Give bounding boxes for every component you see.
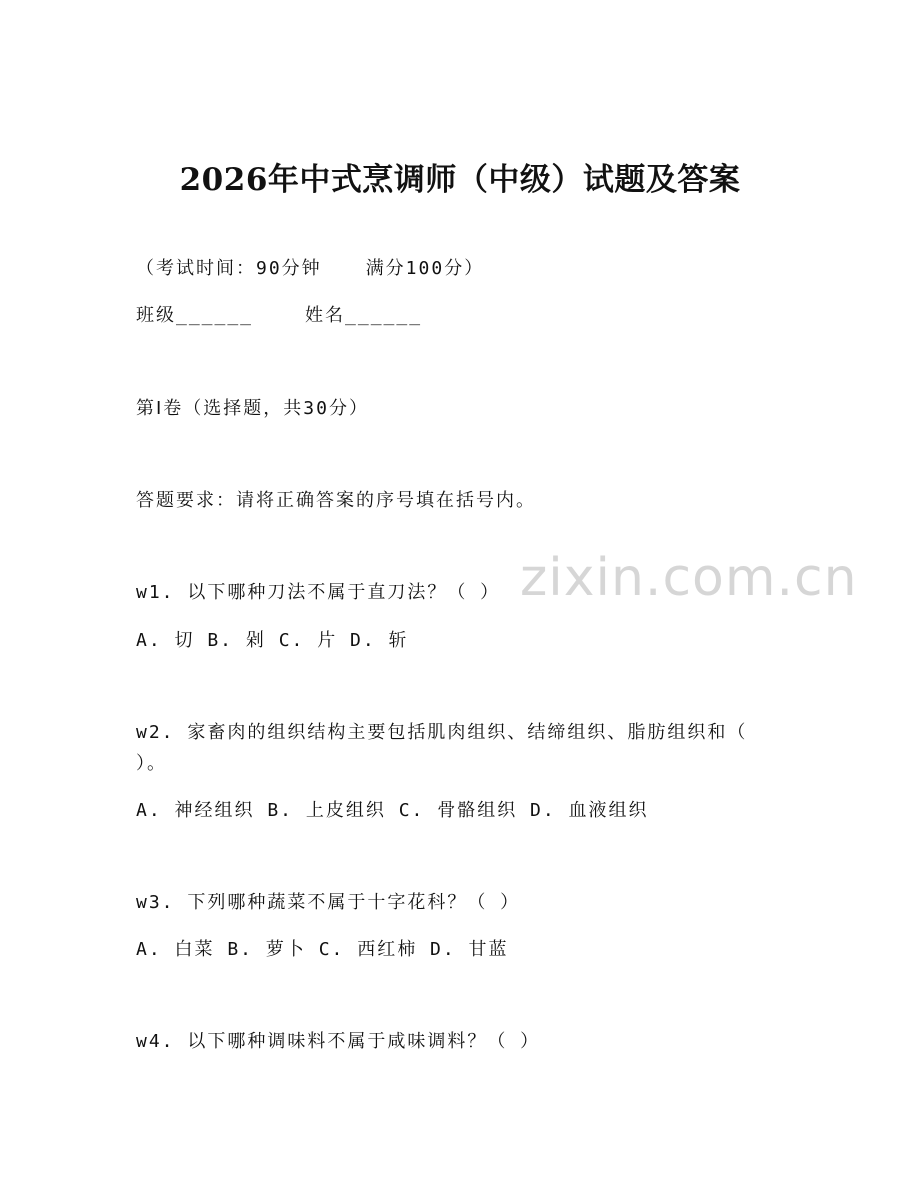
exam-info-line (136, 254, 484, 280)
question-1-options: A. 切 B. 剁 C. 片 D. 斩 (136, 630, 409, 651)
class-label: 班级______ (136, 305, 254, 326)
instructions: 答题要求：请将正确答案的序号填在括号内。 (136, 490, 536, 511)
question-1-stem: w1. 以下哪种刀法不属于直刀法？（ ） (136, 582, 501, 603)
name-label: 姓名______ (305, 305, 423, 326)
exam-time: （考试时间：90分钟 (136, 258, 322, 279)
section-heading: 第Ⅰ卷（选择题，共30分） (136, 398, 369, 419)
watermark: zixin.com.cn (520, 548, 858, 608)
question-3-options: A. 白菜 B. 萝卜 C. 西红柿 D. 甘蓝 (136, 939, 509, 960)
question-4-stem: w4. 以下哪种调味料不属于咸味调料？（ ） (136, 1031, 541, 1052)
student-info-line (136, 301, 422, 327)
question-2-stem-line2: ）。 (136, 753, 167, 774)
question-2-stem-line1: w2. 家畜肉的组织结构主要包括肌肉组织、结缔组织、脂肪组织和（ (136, 722, 748, 743)
question-3-stem: w3. 下列哪种蔬菜不属于十字花科？（ ） (136, 892, 521, 913)
document-title: 2026年中式烹调师（中级）试题及答案 (179, 162, 741, 198)
full-score: 满分100分） (365, 258, 485, 279)
question-2-options: A. 神经组织 B. 上皮组织 C. 骨骼组织 D. 血液组织 (136, 800, 649, 821)
